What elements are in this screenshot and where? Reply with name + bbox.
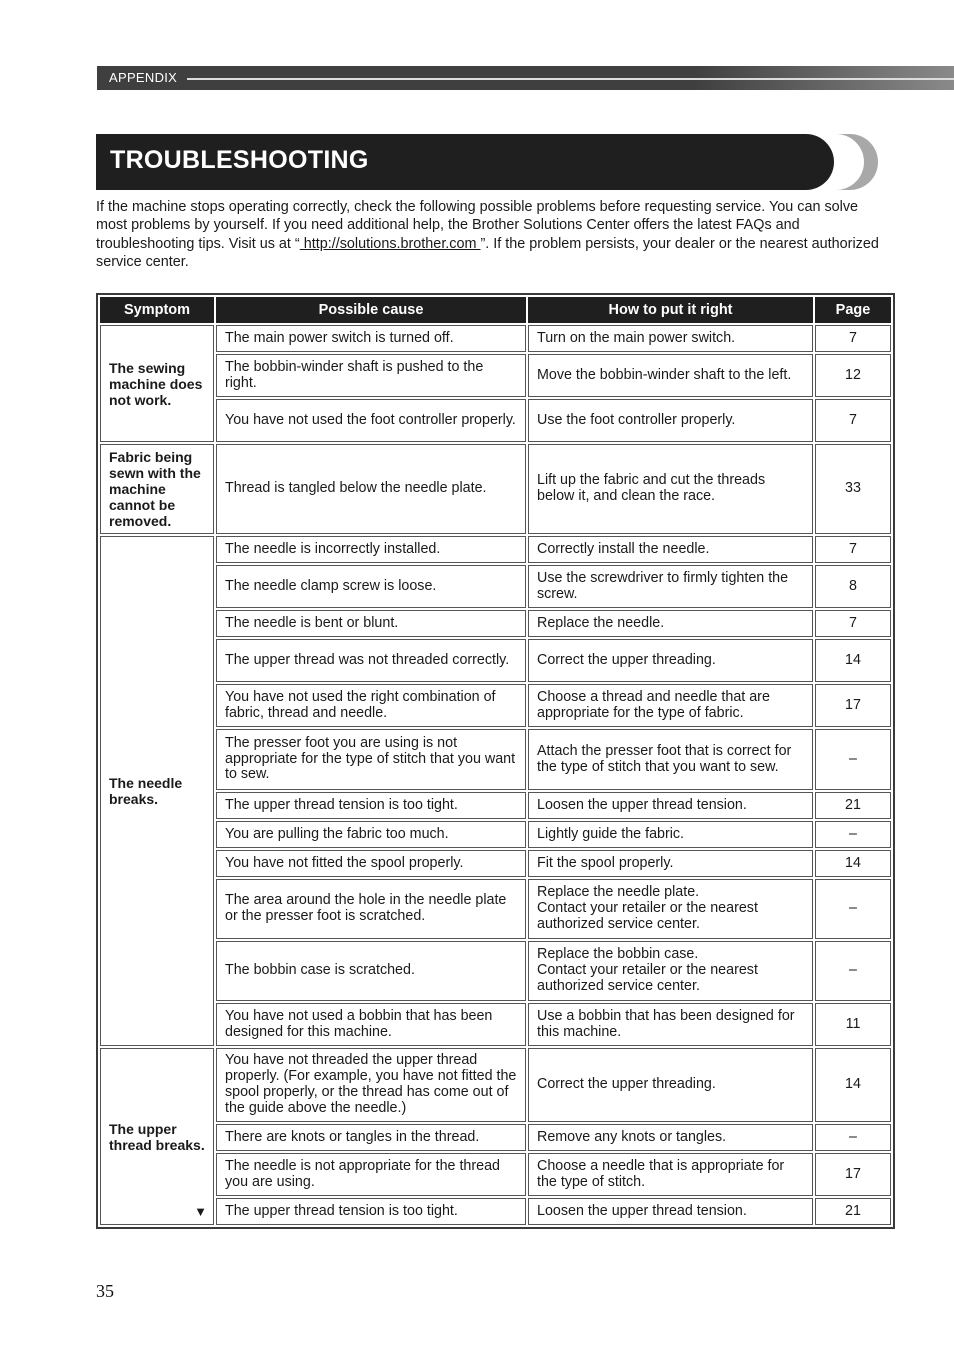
page-cell: –	[815, 729, 891, 790]
table-row	[100, 792, 891, 819]
intro-text-end: ”. If the problem persists, your dealer or the nearest authorized service center.	[96, 235, 879, 271]
fix-cell: Lift up the fabric and cut the threads below it, and clean the race.	[528, 444, 813, 534]
intro-paragraph	[96, 198, 888, 272]
cause-cell: There are knots or tangles in the thread.	[216, 1124, 526, 1151]
table-row	[100, 941, 891, 1001]
page-cell: 33	[815, 444, 891, 534]
cause-cell: You have not used the right combination of fabric, thread and needle.	[216, 684, 526, 727]
table-row	[100, 879, 891, 939]
fix-cell: Use the screwdriver to firmly tighten the screw.	[528, 565, 813, 608]
cause-cell: The bobbin case is scratched.	[216, 941, 526, 1001]
table-row	[100, 610, 891, 637]
table-row	[100, 1153, 891, 1196]
table-row	[100, 1198, 891, 1225]
cause-cell: The upper thread was not threaded correctly.	[216, 639, 526, 682]
page-cell: –	[815, 821, 891, 848]
page-cell: 8	[815, 565, 891, 608]
cause-cell: Thread is tangled below the needle plate.	[216, 444, 526, 534]
page-cell: –	[815, 879, 891, 939]
cause-cell: You have not used a bobbin that has been designed for this machine.	[216, 1003, 526, 1046]
cause-cell: The main power switch is turned off.	[216, 325, 526, 352]
page-title: TROUBLESHOOTING	[110, 146, 369, 174]
page-cell: 17	[815, 1153, 891, 1196]
cause-cell: The needle is not appropriate for the thread you are using.	[216, 1153, 526, 1196]
cause-cell: The needle is incorrectly installed.	[216, 536, 526, 563]
fix-cell: Move the bobbin-winder shaft to the left.	[528, 354, 813, 397]
page-cell: –	[815, 1124, 891, 1151]
fix-cell: Correct the upper threading.	[528, 1048, 813, 1122]
page-cell: 7	[815, 325, 891, 352]
page-cell: 14	[815, 1048, 891, 1122]
header-symptom: Symptom	[100, 297, 214, 323]
fix-cell: Loosen the upper thread tension.	[528, 792, 813, 819]
intro-text-start: If the machine stops operating correctly, check the following possible problems before requesting service. You can solve most problems by yourself. If you need additional help, the Brother Solutions Center offers the latest FAQs and troubleshooting tips. Visit us at “	[96, 199, 859, 252]
table-row	[100, 399, 891, 442]
cause-cell: The upper thread tension is too tight.	[216, 1198, 526, 1225]
header-rule	[187, 78, 954, 80]
fix-cell: Choose a thread and needle that are appropriate for the type of fabric.	[528, 684, 813, 727]
section-header-bar	[97, 66, 954, 90]
page-cell: 21	[815, 792, 891, 819]
cause-cell: The needle clamp screw is loose.	[216, 565, 526, 608]
table-row	[100, 565, 891, 608]
fix-cell: Correctly install the needle.	[528, 536, 813, 563]
table-row	[100, 536, 891, 563]
page-cell: 7	[815, 610, 891, 637]
cause-cell: The upper thread tension is too tight.	[216, 792, 526, 819]
symptom-text: Fabric being sewn with the machine cannot be removed.	[109, 449, 201, 529]
page-number: 35	[96, 1281, 114, 1301]
cause-cell: You have not threaded the upper thread properly. (For example, you have not fitted the spool properly, or the thread has come out of the guide above the needle.)	[216, 1048, 526, 1122]
solutions-link[interactable]: http://solutions.brother.com	[299, 235, 481, 252]
fix-cell: Lightly guide the fabric.	[528, 821, 813, 848]
table-body	[100, 325, 891, 1225]
fix-cell: Turn on the main power switch.	[528, 325, 813, 352]
symptom-text: The upper thread breaks.	[109, 1120, 205, 1153]
cause-cell: The bobbin-winder shaft is pushed to the right.	[216, 354, 526, 397]
table-header-row	[100, 297, 891, 323]
fix-cell: Use a bobbin that has been designed for this machine.	[528, 1003, 813, 1046]
page-cell: 7	[815, 399, 891, 442]
page-cell: 21	[815, 1198, 891, 1225]
cause-cell: You have not fitted the spool properly.	[216, 850, 526, 877]
symptom-text: The needle breaks.	[109, 775, 183, 807]
page-cell: 14	[815, 639, 891, 682]
fix-cell: Correct the upper threading.	[528, 639, 813, 682]
symptom-cell	[100, 444, 214, 534]
fix-cell: Loosen the upper thread tension.	[528, 1198, 813, 1225]
page-cell: 12	[815, 354, 891, 397]
cause-cell: You have not used the foot controller properly.	[216, 399, 526, 442]
title-decoration-icon	[836, 134, 888, 190]
symptom-cell	[100, 536, 214, 1046]
page-cell: 17	[815, 684, 891, 727]
header-possible-cause: Possible cause	[216, 297, 526, 323]
continued-arrow-icon: ▼	[194, 1204, 207, 1219]
table-row	[100, 821, 891, 848]
page-cell: 7	[815, 536, 891, 563]
table-row	[100, 684, 891, 727]
header-how-to-fix: How to put it right	[528, 297, 813, 323]
table-row	[100, 354, 891, 397]
fix-cell: Choose a needle that is appropriate for the type of stitch.	[528, 1153, 813, 1196]
symptom-cell	[100, 1048, 214, 1225]
cause-cell: You are pulling the fabric too much.	[216, 821, 526, 848]
fix-cell: Remove any knots or tangles.	[528, 1124, 813, 1151]
table-row	[100, 850, 891, 877]
fix-cell: Replace the bobbin case. Contact your retailer or the nearest authorized service center.	[528, 941, 813, 1001]
table-row	[100, 729, 891, 790]
fix-cell: Use the foot controller properly.	[528, 399, 813, 442]
symptom-cell	[100, 325, 214, 442]
fix-cell: Fit the spool properly.	[528, 850, 813, 877]
table-row	[100, 444, 891, 534]
cause-cell: The needle is bent or blunt.	[216, 610, 526, 637]
table-row	[100, 1124, 891, 1151]
troubleshooting-table	[96, 293, 895, 1229]
table-row	[100, 325, 891, 352]
table-row	[100, 639, 891, 682]
symptom-text: The sewing machine does not work.	[109, 359, 203, 408]
header-page: Page	[815, 297, 891, 323]
fix-cell: Replace the needle.	[528, 610, 813, 637]
table-row	[100, 1003, 891, 1046]
fix-cell: Replace the needle plate. Contact your retailer or the nearest authorized service center.	[528, 879, 813, 939]
title-banner	[96, 134, 834, 190]
cause-cell: The area around the hole in the needle plate or the presser foot is scratched.	[216, 879, 526, 939]
page-cell: –	[815, 941, 891, 1001]
section-label: APPENDIX	[109, 70, 180, 85]
page-cell: 11	[815, 1003, 891, 1046]
table-row	[100, 1048, 891, 1122]
page-cell: 14	[815, 850, 891, 877]
cause-cell: The presser foot you are using is not appropriate for the type of stitch that you want to sew.	[216, 729, 526, 790]
fix-cell: Attach the presser foot that is correct for the type of stitch that you want to sew.	[528, 729, 813, 790]
